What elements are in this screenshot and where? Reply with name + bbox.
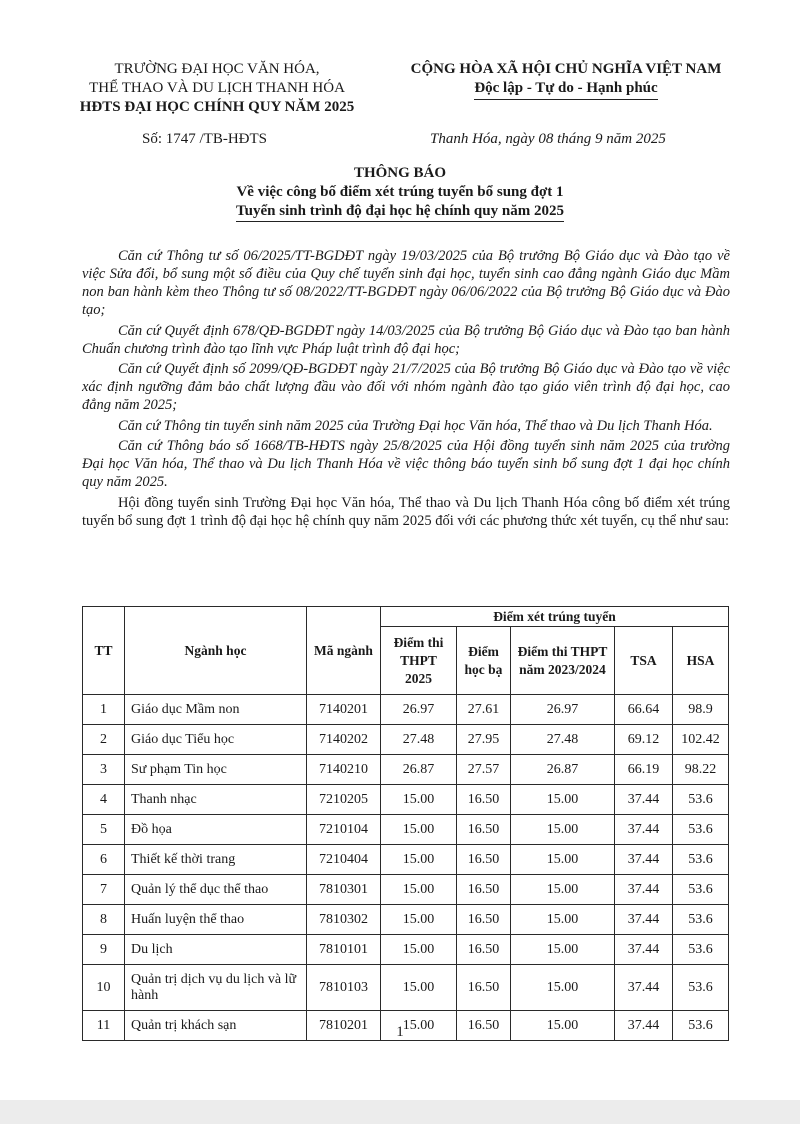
header-code: Mã ngành: [307, 607, 381, 695]
cell-tt: 8: [83, 905, 125, 935]
cell-thpt-old: 15.00: [511, 905, 615, 935]
cell-thpt-old: 15.00: [511, 1011, 615, 1041]
cell-tt: 7: [83, 875, 125, 905]
header-thpt-2023-2024: Điểm thi THPT năm 2023/2024: [511, 627, 615, 695]
cell-tsa: 37.44: [615, 785, 673, 815]
cell-thpt-old: 15.00: [511, 965, 615, 1011]
cell-tsa: 66.64: [615, 695, 673, 725]
table-row: [83, 875, 729, 905]
cell-hsa: 53.6: [673, 845, 729, 875]
body-paragraph: Hội đồng tuyển sinh Trường Đại học Văn hóa, Thể thao và Du lịch Thanh Hóa công bố điểm xét trúng tuyển bổ sung đợt 1 trình độ đại học hệ chính quy năm 2025 đối với các phương thức xét tuyển, cụ thể như sau:: [82, 494, 730, 529]
cell-thpt-old: 26.87: [511, 755, 615, 785]
cell-thpt-old: 26.97: [511, 695, 615, 725]
cell-code: 7210205: [307, 785, 381, 815]
cell-name: Đồ họa: [125, 815, 307, 845]
cell-code: 7210104: [307, 815, 381, 845]
cell-thpt: 15.00: [381, 815, 457, 845]
cell-code: 7140202: [307, 725, 381, 755]
issuer-block: [56, 60, 378, 117]
cell-hsa: 53.6: [673, 935, 729, 965]
body-paragraph: Căn cứ Quyết định 678/QĐ-BGDĐT ngày 14/03/2025 của Bộ trưởng Bộ Giáo dục và Đào tạo ban hành Chuẩn chương trình đào tạo lĩnh vực Pháp luật trình độ đại học;: [82, 322, 730, 357]
nation-title: CỘNG HÒA XÃ HỘI CHỦ NGHĨA VIỆT NAM: [410, 61, 722, 77]
table-row: [83, 725, 729, 755]
header-tt: TT: [83, 607, 125, 695]
header-thpt-2025: Điểm thi THPT 2025: [381, 627, 457, 695]
cell-name: Quản trị dịch vụ du lịch và lữ hành: [125, 965, 307, 1011]
cell-tsa: 37.44: [615, 875, 673, 905]
cell-tt: 2: [83, 725, 125, 755]
cell-hsa: 53.6: [673, 1011, 729, 1041]
cell-name: Giáo dục Tiểu học: [125, 725, 307, 755]
cell-thpt: 26.87: [381, 755, 457, 785]
cell-thpt: 15.00: [381, 935, 457, 965]
body-paragraph: Căn cứ Quyết định số 2099/QĐ-BGDĐT ngày 21/7/2025 của Bộ trưởng Bộ Giáo dục và Đào tạo về việc xác định ngưỡng đảm bảo chất lượng đầu vào đối với nhóm ngành đào tạo giáo viên trình độ đại học, cao đẳng năm 2025;: [82, 361, 730, 413]
cell-thpt: 26.97: [381, 695, 457, 725]
cell-hsa: 102.42: [673, 725, 729, 755]
cell-thpt-old: 27.48: [511, 725, 615, 755]
document-number: Số: 1747 /TB-HĐTS: [142, 131, 268, 147]
cell-name: Quản trị khách sạn: [125, 1011, 307, 1041]
place-date: Thanh Hóa, ngày 08 tháng 9 năm 2025: [430, 131, 666, 147]
cell-thpt-old: 15.00: [511, 785, 615, 815]
cell-code: 7810101: [307, 935, 381, 965]
cell-name: Thiết kế thời trang: [125, 845, 307, 875]
table-row: [83, 905, 729, 935]
cell-tt: 3: [83, 755, 125, 785]
cell-hocba: 27.57: [457, 755, 511, 785]
cell-tsa: 37.44: [615, 935, 673, 965]
cell-code: 7810201: [307, 1011, 381, 1041]
cell-tsa: 37.44: [615, 845, 673, 875]
cell-thpt: 15.00: [381, 785, 457, 815]
cell-name: Du lịch: [125, 935, 307, 965]
cell-hocba: 16.50: [457, 875, 511, 905]
table-row: [83, 695, 729, 725]
issuer-line-3: HĐTS ĐẠI HỌC CHÍNH QUY NĂM 2025: [79, 99, 355, 115]
cell-name: Huấn luyện thể thao: [125, 905, 307, 935]
cell-code: 7810302: [307, 905, 381, 935]
cell-tsa: 37.44: [615, 1011, 673, 1041]
header-score-group: Điểm xét trúng tuyển: [381, 607, 729, 627]
header-hoc-ba: Điểm học bạ: [457, 627, 511, 695]
body-paragraph: Căn cứ Thông tin tuyển sinh năm 2025 của Trường Đại học Văn hóa, Thể thao và Du lịch Thanh Hóa.: [118, 417, 713, 434]
cell-name: Sư phạm Tin học: [125, 755, 307, 785]
cell-tsa: 37.44: [615, 815, 673, 845]
national-motto: Độc lập - Tự do - Hạnh phúc: [474, 79, 657, 100]
cell-thpt: 15.00: [381, 845, 457, 875]
cell-code: 7140201: [307, 695, 381, 725]
cell-hsa: 53.6: [673, 815, 729, 845]
cell-code: 7810103: [307, 965, 381, 1011]
document-title: THÔNG BÁO: [353, 165, 447, 181]
table-row: [83, 815, 729, 845]
cell-code: 7810301: [307, 875, 381, 905]
header-major: Ngành học: [125, 607, 307, 695]
cell-hsa: 53.6: [673, 785, 729, 815]
table-row: [83, 965, 729, 1011]
cell-name: Thanh nhạc: [125, 785, 307, 815]
cell-tt: 10: [83, 965, 125, 1011]
cell-hocba: 16.50: [457, 935, 511, 965]
cell-tsa: 66.19: [615, 755, 673, 785]
cell-tt: 6: [83, 845, 125, 875]
cell-code: 7210404: [307, 845, 381, 875]
document-body: [82, 247, 730, 532]
cell-thpt: 15.00: [381, 905, 457, 935]
body-paragraph: Căn cứ Thông báo số 1668/TB-HĐTS ngày 25/8/2025 của Hội đồng tuyển sinh năm 2025 của trường Đại học Văn hóa, Thể thao và Du lịch Thanh Hóa về việc thông báo tuyển sinh bổ sung đợt 1 đại học chính quy năm 2025.: [82, 438, 730, 490]
cell-hocba: 27.95: [457, 725, 511, 755]
table-row: [83, 935, 729, 965]
cell-hocba: 16.50: [457, 1011, 511, 1041]
cell-hsa: 98.9: [673, 695, 729, 725]
table-row: [83, 845, 729, 875]
header-hsa: HSA: [673, 627, 729, 695]
document-title-block: [56, 164, 744, 222]
cell-tt: 1: [83, 695, 125, 725]
cell-code: 7140210: [307, 755, 381, 785]
cell-hocba: 16.50: [457, 905, 511, 935]
cell-name: Quản lý thể dục thể thao: [125, 875, 307, 905]
cell-tt: 9: [83, 935, 125, 965]
cell-hocba: 27.61: [457, 695, 511, 725]
cell-hsa: 53.6: [673, 875, 729, 905]
admission-score-table: [82, 606, 729, 1041]
table-row: [83, 755, 729, 785]
page-number: 1: [396, 1024, 404, 1040]
cell-hocba: 16.50: [457, 965, 511, 1011]
issuer-line-1: TRƯỜNG ĐẠI HỌC VĂN HÓA,: [114, 61, 320, 77]
cell-name: Giáo dục Mầm non: [125, 695, 307, 725]
cell-tsa: 37.44: [615, 905, 673, 935]
cell-hocba: 16.50: [457, 845, 511, 875]
cell-hsa: 53.6: [673, 905, 729, 935]
cell-tt: 11: [83, 1011, 125, 1041]
cell-tsa: 37.44: [615, 965, 673, 1011]
cell-thpt: 15.00: [381, 965, 457, 1011]
national-header: [380, 60, 752, 100]
issuer-line-2: THỂ THAO VÀ DU LỊCH THANH HÓA: [89, 80, 345, 96]
cell-hocba: 16.50: [457, 815, 511, 845]
cell-tt: 4: [83, 785, 125, 815]
cell-thpt-old: 15.00: [511, 815, 615, 845]
cell-thpt: 15.00: [381, 1011, 457, 1041]
table-row: [83, 785, 729, 815]
cell-tsa: 69.12: [615, 725, 673, 755]
document-subtitle-1: Về việc công bố điểm xét trúng tuyển bổ sung đợt 1: [236, 184, 564, 200]
header-tsa: TSA: [615, 627, 673, 695]
cell-hsa: 53.6: [673, 965, 729, 1011]
cell-tt: 5: [83, 815, 125, 845]
cell-hocba: 16.50: [457, 785, 511, 815]
table-body: [83, 695, 729, 1041]
cell-thpt: 15.00: [381, 875, 457, 905]
document-subtitle-2: Tuyển sinh trình độ đại học hệ chính quy năm 2025: [236, 202, 564, 222]
body-paragraph: Căn cứ Thông tư số 06/2025/TT-BGDĐT ngày 19/03/2025 của Bộ trưởng Bộ Giáo dục và Đào tạo về việc Sửa đổi, bổ sung một số điều của Quy chế tuyển sinh đại học, tuyển sinh cao đẳng ngành Giáo dục Mầm non ban hành kèm theo Thông tư số 08/2022/TT-BGDĐT ngày 06/06/2022 của Bộ trưởng Bộ Giáo dục và Đào tạo;: [82, 248, 730, 318]
cell-thpt-old: 15.00: [511, 845, 615, 875]
viewer-background: [0, 1100, 800, 1124]
cell-thpt-old: 15.00: [511, 935, 615, 965]
cell-thpt-old: 15.00: [511, 875, 615, 905]
cell-thpt: 27.48: [381, 725, 457, 755]
cell-hsa: 98.22: [673, 755, 729, 785]
